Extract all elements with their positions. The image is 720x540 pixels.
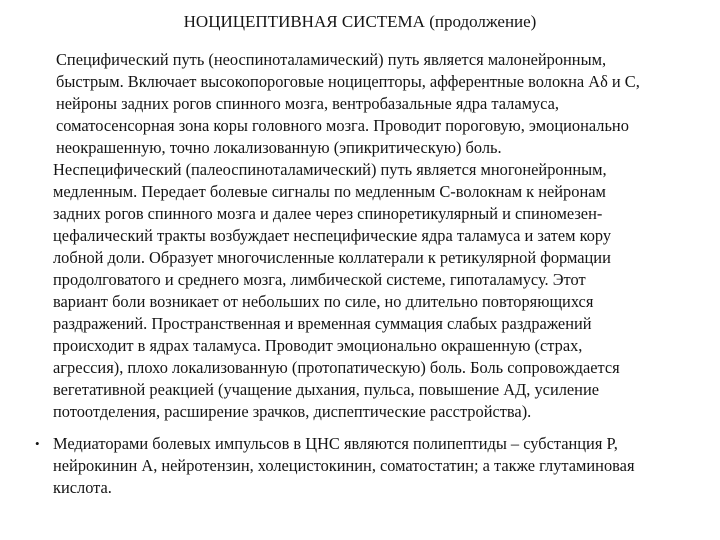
- text-line: соматосенсорная зона коры головного мозга. Проводит пороговую, эмоционально: [56, 116, 629, 135]
- page-title: НОЦИЦЕПТИВНАЯ СИСТЕМА (продолжение): [183, 12, 537, 31]
- text-line: нейроны задних рогов спинного мозга, вентробазальные ядра таламуса,: [56, 94, 560, 113]
- text-line: Специфический путь (неоспиноталамический) путь является малонейронным,: [56, 50, 607, 69]
- text-line: происходит в ядрах таламуса. Проводит эмоционально окрашенную (страх,: [53, 336, 583, 355]
- text-line: задних рогов спинного мозга и далее через спиноретикулярный и спиномезен-: [53, 204, 603, 223]
- text-line: цефалический тракты возбуждает неспецифические ядра таламуса и затем кору: [53, 226, 612, 245]
- text-line: нейрокинин А, нейротензин, холецистокинин, соматостатин; а также глутаминовая: [53, 456, 635, 475]
- text-line: Неспецифический (палеоспиноталамический) путь является многонейронным,: [53, 160, 607, 179]
- text-line: вегетативной реакцией (учащение дыхания, пульса, повышение АД, усиление: [53, 380, 599, 399]
- bullet-icon: •: [35, 436, 40, 451]
- text-line: быстрым. Включает высокопороговые ноцицепторы, афферентные волокна Aδ и C,: [56, 72, 640, 91]
- text-line: агрессия), плохо локализованную (протопатическую) боль. Боль сопровождается: [53, 358, 620, 377]
- text-line: неокрашенную, точно локализованную (эпикритическую) боль.: [56, 138, 502, 157]
- text-line: лобной доли. Образует многочисленные коллатерали к ретикулярной формации: [53, 248, 611, 267]
- text-line: раздражений. Пространственная и временная суммация слабых раздражений: [53, 314, 592, 333]
- text-line: потоотделения, расширение зрачков, диспептические расстройства).: [53, 402, 532, 421]
- text-line: кислота.: [53, 478, 112, 497]
- text-line: продолговатого и среднего мозга, лимбической системе, гипоталамусу. Этот: [53, 270, 586, 289]
- text-line: Медиаторами болевых импульсов в ЦНС являются полипептиды – субстанция P,: [53, 434, 618, 453]
- text-line: медленным. Передает болевые сигналы по медленным C-волокнам к нейронам: [53, 182, 606, 201]
- text-line: вариант боли возникает от небольших по силе, но длительно повторяющихся: [53, 292, 594, 311]
